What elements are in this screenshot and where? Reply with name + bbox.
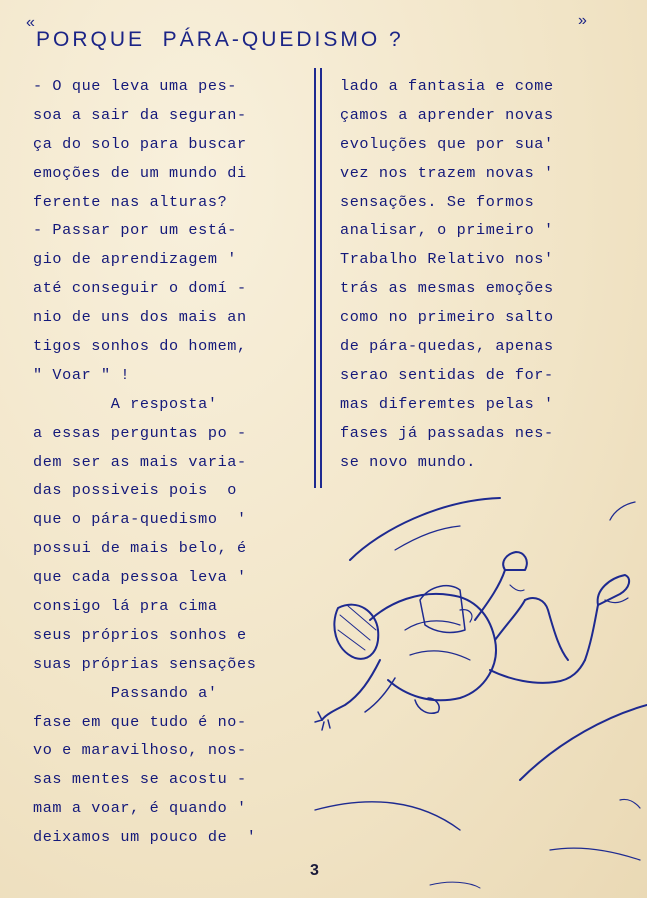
- right-line: lado a fantasia e come: [340, 77, 554, 95]
- left-line: deixamos um pouco de ': [33, 828, 257, 847]
- right-line: de pára-quedas, apenas: [340, 337, 554, 356]
- right-line: evoluções que por sua': [340, 134, 554, 153]
- left-line: A resposta': [33, 394, 218, 413]
- left-line: das possiveis pois o: [33, 481, 237, 500]
- left-line: tigos sonhos do homem,: [33, 337, 247, 356]
- left-line: dem ser as mais varia-: [33, 452, 247, 471]
- left-line: mam a voar, é quando ': [33, 799, 247, 818]
- left-line: ferente nas alturas?: [33, 192, 228, 211]
- open-quote: «: [26, 14, 38, 31]
- left-line: - Passar por um está-: [33, 221, 237, 240]
- left-line: nio de uns dos mais an: [33, 308, 247, 327]
- right-line: sensações. Se formos: [340, 192, 535, 211]
- left-line: vo e maravilhoso, nos-: [33, 741, 247, 760]
- left-line: - O que leva uma pes-: [33, 77, 237, 95]
- skydiver-freefall-drawing-icon: [310, 490, 647, 898]
- left-line: soa a sair da seguran-: [33, 105, 247, 124]
- left-line: gio de aprendizagem ': [33, 250, 237, 269]
- title-text: PORQUE PÁRA-QUEDISMO ?: [36, 28, 404, 51]
- left-line: emoções de um mundo di: [33, 163, 247, 182]
- left-line: que cada pessoa leva ': [33, 568, 247, 587]
- page-title: [18, 14, 618, 54]
- page-number: 3: [310, 862, 319, 879]
- right-line: vez nos trazem novas ': [340, 163, 554, 182]
- left-line: fase em que tudo é no-: [33, 712, 247, 731]
- right-line: como no primeiro salto: [340, 308, 554, 327]
- left-line: suas próprias sensações: [33, 654, 257, 673]
- left-line: até conseguir o domí -: [33, 279, 247, 298]
- left-line: que o pára-quedismo ': [33, 510, 247, 529]
- left-line: " Voar " !: [33, 365, 131, 384]
- right-line: serao sentidas de for-: [340, 365, 554, 384]
- left-text-column: [33, 72, 309, 852]
- right-line: se novo mundo.: [340, 452, 476, 471]
- left-line: seus próprios sonhos e: [33, 625, 247, 644]
- left-line: consigo lá pra cima: [33, 597, 218, 616]
- right-line: fases já passadas nes-: [340, 423, 554, 442]
- right-text-column: [340, 72, 632, 476]
- close-quote: »: [578, 12, 590, 29]
- right-line: mas diferemtes pelas ': [340, 394, 554, 413]
- right-line: Trabalho Relativo nos': [340, 250, 554, 269]
- right-line: çamos a aprender novas: [340, 105, 554, 124]
- left-line: a essas perguntas po -: [33, 423, 247, 442]
- right-line: analisar, o primeiro ': [340, 221, 554, 240]
- left-line: ça do solo para buscar: [33, 134, 247, 153]
- right-line: trás as mesmas emoções: [340, 279, 554, 298]
- column-divider: [314, 68, 322, 488]
- left-line: sas mentes se acostu -: [33, 770, 247, 789]
- left-line: possui de mais belo, é: [33, 539, 247, 558]
- left-line: Passando a': [33, 683, 218, 702]
